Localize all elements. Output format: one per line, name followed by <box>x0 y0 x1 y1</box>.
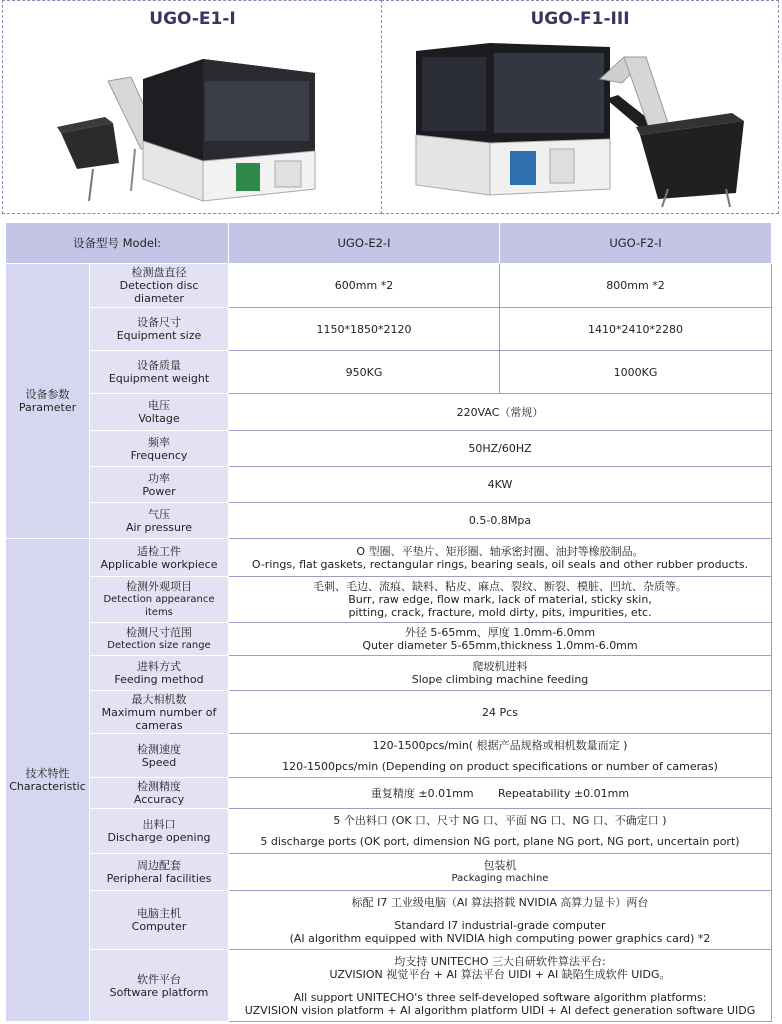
row-label: 出料口 Discharge opening <box>90 809 229 854</box>
spec-table <box>5 222 772 1022</box>
cell-value: 1000KG <box>500 351 772 394</box>
row-label: 检测速度 Speed <box>90 734 229 778</box>
row-label: 检测精度 Accuracy <box>90 778 229 809</box>
table-row <box>6 308 772 351</box>
row-label: 电脑主机 Computer <box>90 891 229 950</box>
row-label: 电压 Voltage <box>90 394 229 431</box>
table-row <box>6 854 772 891</box>
table-row <box>6 656 772 691</box>
cell-value: 50HZ/60HZ <box>229 431 772 467</box>
cell-value: 950KG <box>229 351 500 394</box>
row-label: 检测尺寸范围 Detection size range <box>90 623 229 656</box>
cell-value: 外径 5-65mm、厚度 1.0mm-6.0mm Quter diameter 5-65mm,thickness 1.0mm-6.0mm <box>229 623 772 656</box>
table-row <box>6 623 772 656</box>
cell-value: 24 Pcs <box>229 691 772 734</box>
cell-value: 5 个出料口 (OK 口、尺寸 NG 口、平面 NG 口、NG 口、不确定口 ) 5 discharge ports (OK port, dimension NG port, plane NG port, NG port, uncertain port) <box>229 809 772 854</box>
row-label: 最大相机数 Maximum number of cameras <box>90 691 229 734</box>
row-label: 气压 Air pressure <box>90 503 229 539</box>
cell-value: 毛刺、毛边、流痕、缺料、粘皮、麻点、裂纹、断裂、模脏、凹坑、杂质等。 Burr, raw edge, flow mark, lack of material, sticky skin, pitting, crack, fracture, mold dirty, pits, impurities, etc. <box>229 577 772 623</box>
cell-value: 800mm *2 <box>500 264 772 308</box>
product-title: UGO-F1-III <box>530 9 630 29</box>
table-row <box>6 431 772 467</box>
cell-value: 均支持 UNITECHO 三大自研软件算法平台: UZVISION 视觉平台 + AI 算法平台 UIDI + AI 缺陷生成软件 UIDG。 All support UNITECHO's three self-developed software algorithm platforms: UZVISION vision platform + AI algorithm platform UIDI + AI defect generation software UIDG <box>229 950 772 1022</box>
table-row <box>6 264 772 308</box>
table-row <box>6 691 772 734</box>
cell-value: O 型圈、平垫片、矩形圈、轴承密封圈、油封等橡胶制品。 O-rings, flat gaskets, rectangular rings, bearing seals, oil seals and other rubber products. <box>229 539 772 577</box>
model-col-1: UGO-E2-I <box>229 223 500 264</box>
row-label: 功率 Power <box>90 467 229 503</box>
cell-value: 220VAC（常规） <box>229 394 772 431</box>
table-row <box>6 394 772 431</box>
model-label: 设备型号 Model: <box>6 223 229 264</box>
table-row <box>6 467 772 503</box>
row-label: 设备尺寸 Equipment size <box>90 308 229 351</box>
table-row <box>6 809 772 854</box>
machine-f1-image <box>410 39 760 209</box>
cell-value: 120-1500pcs/min( 根据产品规格或相机数量而定 ) 120-1500pcs/min (Depending on product specifications or number of cameras) <box>229 734 772 778</box>
table-row <box>6 891 772 950</box>
cell-value: 600mm *2 <box>229 264 500 308</box>
cell-value: 1410*2410*2280 <box>500 308 772 351</box>
table-row <box>6 503 772 539</box>
cell-value: 包装机 Packaging machine <box>229 854 772 891</box>
row-label: 软件平台 Software platform <box>90 950 229 1022</box>
cell-value: 标配 I7 工业级电脑（AI 算法搭载 NVIDIA 高算力显卡）两台 Standard I7 industrial-grade computer (AI algorithm equipped with NVIDIA high computing power graphics card) *2 <box>229 891 772 950</box>
product-title: UGO-E1-I <box>149 9 236 29</box>
model-col-2: UGO-F2-I <box>500 223 772 264</box>
table-row <box>6 351 772 394</box>
cell-value: 4KW <box>229 467 772 503</box>
category-characteristic: 技术特性 Characteristic <box>6 539 90 1022</box>
table-row <box>6 778 772 809</box>
table-header-row <box>6 223 772 264</box>
table-row <box>6 577 772 623</box>
row-label: 设备质量 Equipment weight <box>90 351 229 394</box>
row-label: 检测盘直径 Detection disc diameter <box>90 264 229 308</box>
row-label: 适检工件 Applicable workpiece <box>90 539 229 577</box>
cell-value: 1150*1850*2120 <box>229 308 500 351</box>
product-panel-f1 <box>381 0 779 214</box>
machine-e1-image <box>53 51 343 211</box>
cell-value: 爬坡机进料 Slope climbing machine feeding <box>229 656 772 691</box>
row-label: 检测外观项目 Detection appearance items <box>90 577 229 623</box>
cell-value: 0.5-0.8Mpa <box>229 503 772 539</box>
row-label: 周边配套 Peripheral facilities <box>90 854 229 891</box>
row-label: 频率 Frequency <box>90 431 229 467</box>
table-row <box>6 539 772 577</box>
table-row <box>6 734 772 778</box>
product-panel-e1 <box>2 0 382 214</box>
table-row <box>6 950 772 1022</box>
cell-value: 重复精度 ±0.01mm Repeatability ±0.01mm <box>229 778 772 809</box>
row-label: 进料方式 Feeding method <box>90 656 229 691</box>
category-parameter: 设备参数 Parameter <box>6 264 90 539</box>
